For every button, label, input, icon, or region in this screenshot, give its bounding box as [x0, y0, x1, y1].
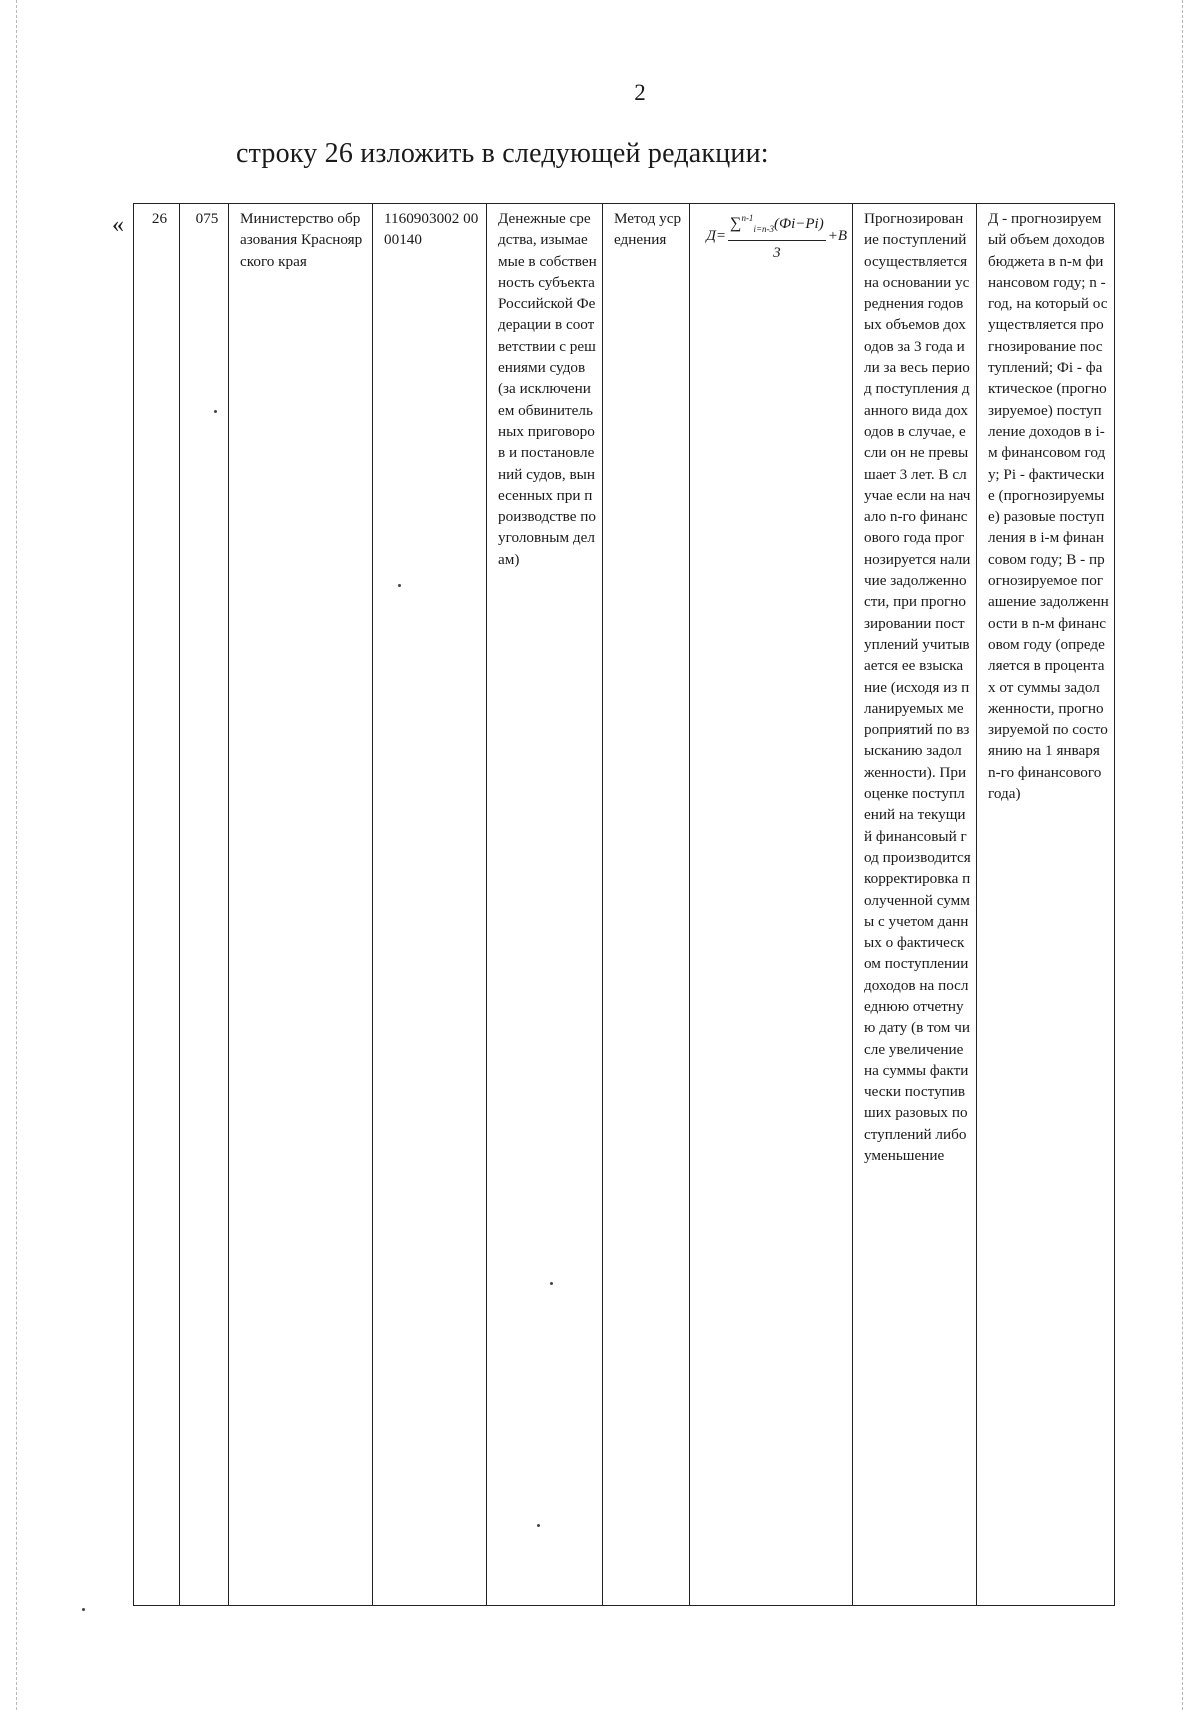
kbk-cell: 1160903002 0000140 [373, 204, 487, 1606]
algorithm-cell: Прогнозирование поступлений осуществляется на основании усреднения годовых объемов доходов за 3 года или за весь период поступления данного вида доходов в случае, если он не превышает 3 лет. В случае если на начало n-го финансового года прогнозируется наличие задолженности, при прогнозировании поступлений учитывается ее взыскание (исходя из планируемых мероприятий по взысканию задолженности). При оценке поступлений на текущий финансовый год производится корректировка полученной суммы с учетом данных о фактическом поступлении доходов на последнюю отчетную дату (в том числе увеличение на суммы фактически поступивших разовых поступлений либо уменьшение [853, 204, 977, 1606]
sum-symbol: ∑ [730, 215, 742, 232]
forecast-formula [701, 208, 847, 265]
admin-code-cell: 075 [180, 204, 229, 1606]
formula-denominator: 3 [773, 245, 781, 262]
method-cell: Метод усреднения [603, 204, 690, 1606]
page-number: 2 [634, 80, 646, 105]
formula-fraction [728, 208, 826, 265]
formula-tail: +В [827, 227, 847, 244]
formula-equals: = [715, 227, 727, 244]
sum-upper-limit: n-1 [741, 213, 754, 223]
opening-quote: « [112, 212, 124, 238]
left-margin-line [16, 0, 17, 1710]
page-heading: строку 26 изложить в следующей редакции: [236, 138, 769, 169]
scan-speck [398, 584, 401, 587]
formula-lhs: Д [706, 227, 716, 244]
formula-cell [690, 204, 853, 1606]
sum-lower-limit: i=n-3 [753, 224, 775, 234]
administrator-cell: Министерство образования Красноярского края [229, 204, 373, 1606]
revenue-name-cell: Денежные средства, изымаемые в собственность субъекта Российской Федерации в соответствии с решениями судов (за исключением обвинительных приговоров и постановлений судов, вынесенных при производстве по уголовным делам) [487, 204, 603, 1606]
scan-speck [214, 410, 217, 413]
formula-numerator-text: (Фi−Pi) [774, 216, 824, 232]
indicators-cell: Д - прогнозируемый объем доходов бюджета в n-м финансовом году; n - год, на который осуществляется прогнозирование поступлений; Фi - фактическое (прогнозируемое) поступление доходов в i-м финансовом году; Pi - фактические (прогнозируемые) разовые поступления в i-м финансовом году; В - прогнозируемое погашение задолженности в n-м финансовом году (определяется в процентах от суммы задолженности, прогнозируемой по состоянию на 1 января n-го финансового года) [977, 204, 1115, 1606]
right-margin-line [1182, 0, 1183, 1710]
scan-speck [82, 1608, 85, 1611]
table-row [134, 204, 1115, 1606]
line-number-cell: 26 [134, 204, 180, 1606]
scan-speck [550, 1282, 553, 1285]
formula-numerator [728, 208, 826, 241]
revenue-row-table [133, 203, 1115, 1606]
scan-speck [537, 1524, 540, 1527]
